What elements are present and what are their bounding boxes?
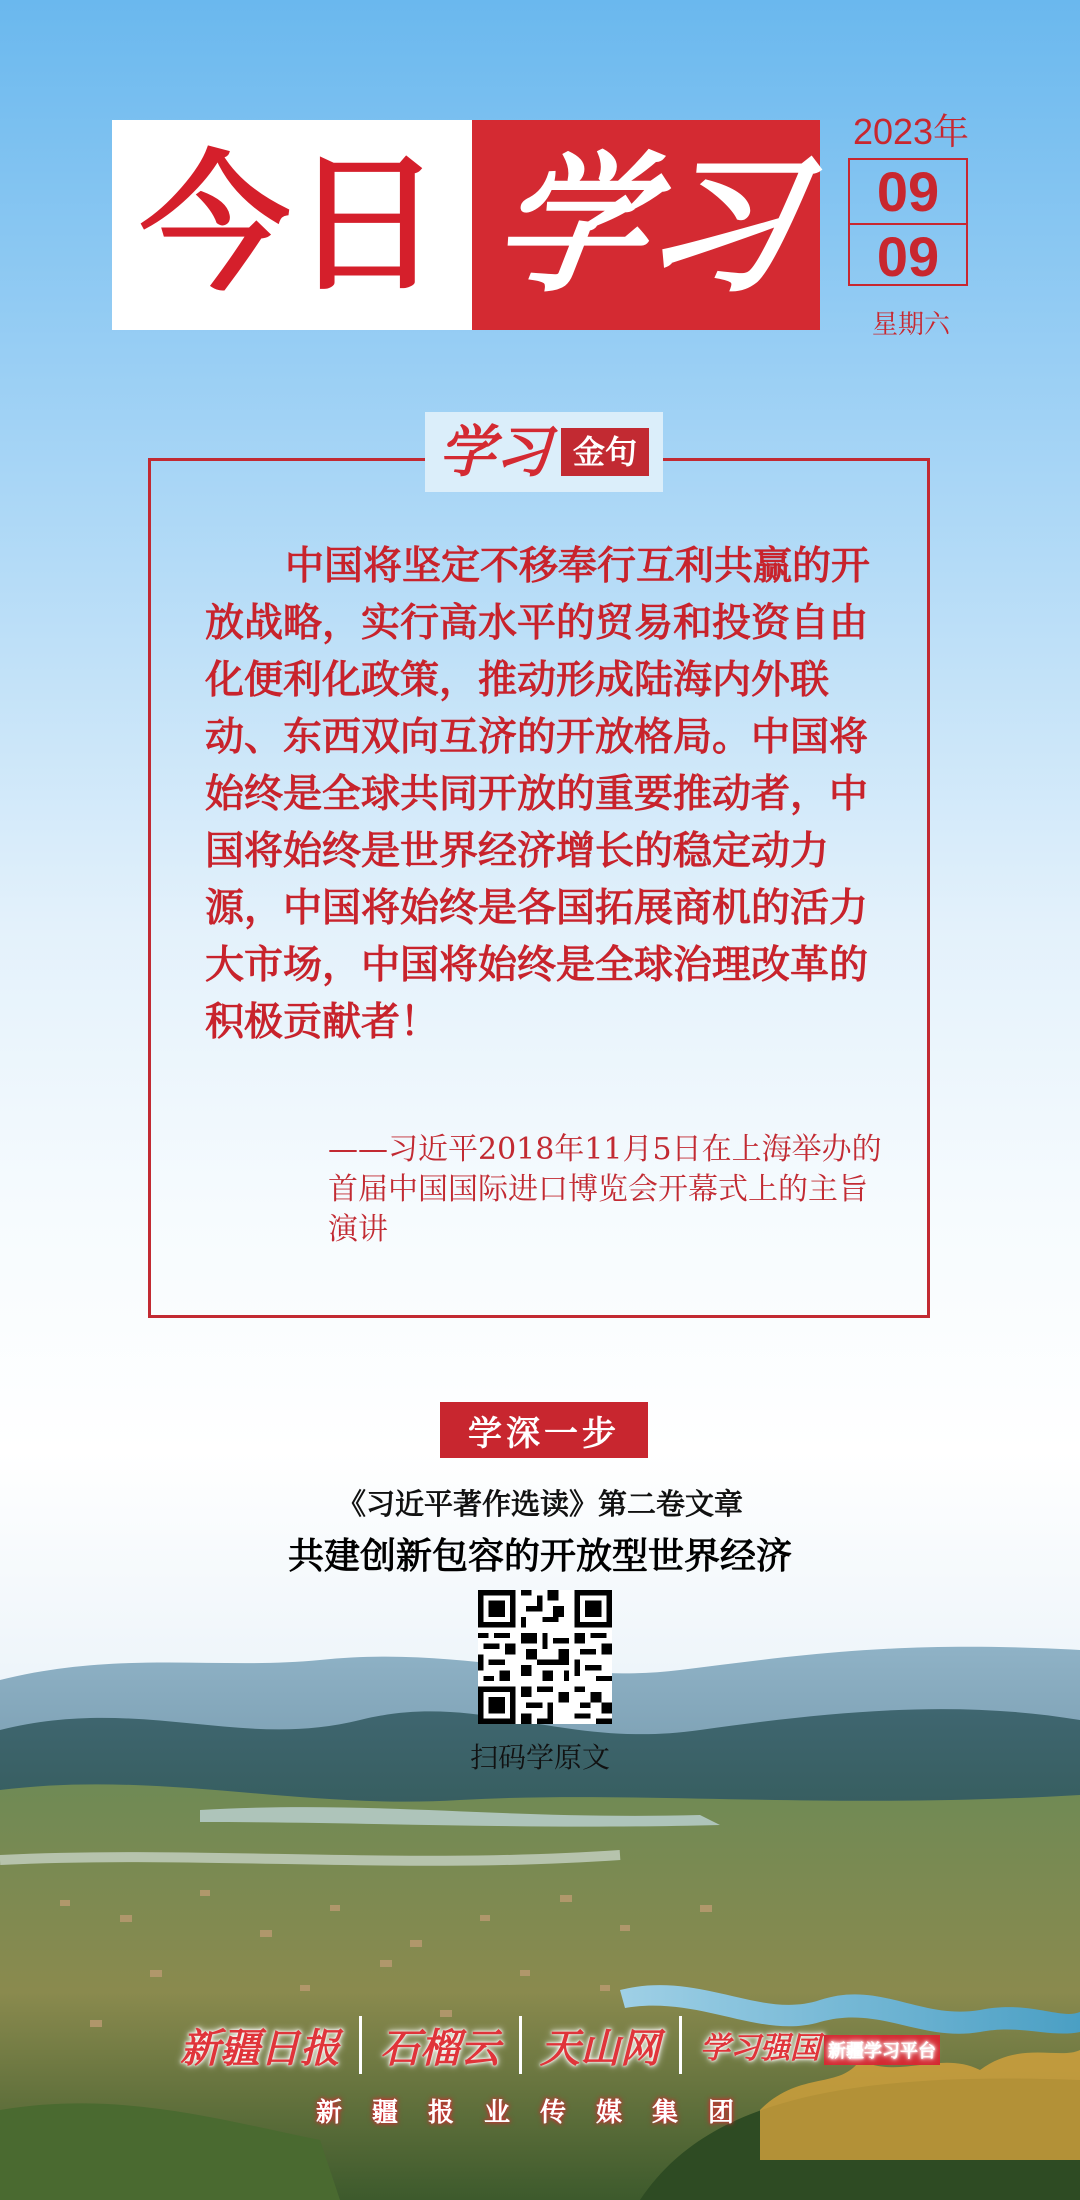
tianshan-net-logo: 天山网 [540,2024,660,2072]
partner-logos [180,2010,940,2080]
media-group-name: 新疆报业传媒集团 [315,2098,764,2128]
title-left-panel [112,120,472,330]
title-left-text: 今日 [139,138,444,312]
learn-deeper-badge: 学深一步 [440,1402,648,1458]
xinjiang-platform-label: 新疆学习平台 [824,2035,940,2065]
quote-frame-label [425,412,663,492]
title-right-panel [472,120,820,330]
book-title: 《习近平著作选读》第二卷文章 [336,1487,743,1521]
xuexi-script-logo: 学习 [439,419,551,485]
title-right-calligraphy: 学习 [483,137,809,313]
logo-divider [359,2016,362,2074]
quote-attribution: ——习近平2018年11月5日在上海举办的首届中国国际进口博览会开幕式上的主旨演讲 [328,1132,882,1247]
qr-caption: 扫码学原文 [469,1741,610,1774]
xinjiang-daily-logo: 新疆日报 [180,2024,340,2072]
date-weekday: 星期六 [871,310,950,340]
article-title: 共建创新包容的开放型世界经济 [287,1536,792,1577]
xuexi-qiangguo-name: 学习强国 [700,2031,820,2066]
date-day: 09 [876,225,940,288]
date-month: 09 [850,160,966,225]
quote-text: 中国将坚定不移奉行互利共赢的开放战略，实行高水平的贸易和投资自由化便利化政策，推动形成陆海内外联动、东西双向互济的开放格局。中国将始终是全球共同开放的重要推动者，中国将始终是世界经济增长的稳定动力源，中国将始终是各国拓展商机的活力大市场，中国将始终是全球治理改革的积极贡献者！ [205,544,871,1045]
xuexi-qiangguo-logo [700,2023,940,2067]
logo-divider [519,2016,522,2074]
date-box [848,158,968,286]
logo-divider [679,2016,682,2074]
golden-quote-tag: 金句 [561,428,649,476]
shiliuyun-logo: 石榴云 [380,2024,500,2072]
qr-code[interactable] [478,1590,612,1724]
date-year: 2023年 [852,111,970,152]
